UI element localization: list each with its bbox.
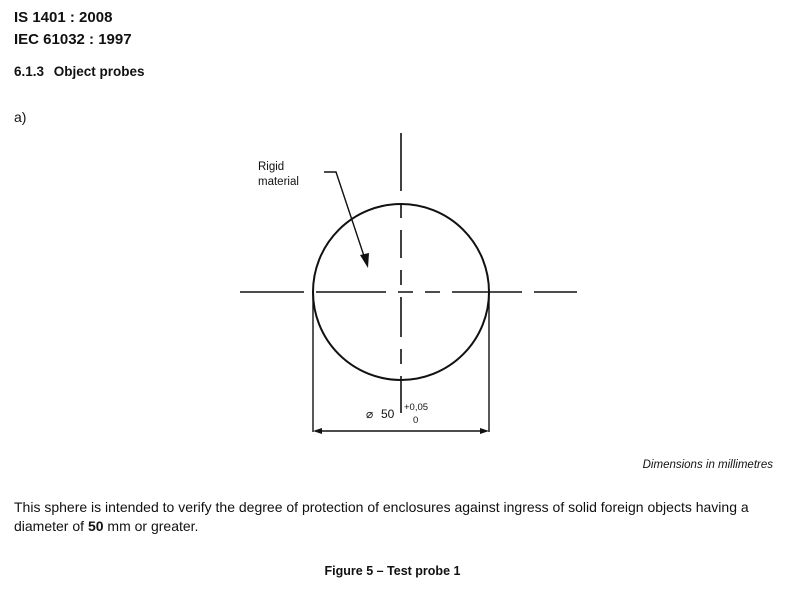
- standard-is-number: IS 1401 : 2008: [14, 9, 113, 26]
- item-label: a): [14, 109, 27, 125]
- dimension-arrow-left: [313, 428, 322, 434]
- material-label-line2: material: [258, 176, 299, 188]
- paragraph-text-after: mm or greater.: [103, 518, 199, 534]
- dimensions-note: Dimensions in millimetres: [642, 459, 773, 471]
- tolerance-upper: +0,05: [404, 402, 429, 413]
- diameter-value: 50: [381, 407, 395, 421]
- section-number: 6.1.3: [14, 64, 45, 79]
- standard-iec-number: IEC 61032 : 1997: [14, 31, 132, 48]
- material-leader-arrow: [360, 253, 369, 268]
- diameter-symbol: ⌀: [366, 407, 374, 421]
- material-leader-line: [324, 172, 366, 262]
- paragraph-bold-value: 50: [87, 518, 104, 534]
- dimension-arrow-right: [480, 428, 489, 434]
- description-paragraph: [14, 498, 779, 536]
- material-label-line1: Rigid: [258, 161, 285, 173]
- section-title: Object probes: [53, 64, 145, 79]
- paragraph-text-before: This sphere is intended to verify the degree of protection of enclosures against ingress of solid foreign objects having a diameter of: [14, 499, 749, 534]
- figure-caption: Figure 5 – Test probe 1: [324, 564, 461, 578]
- tolerance-lower: 0: [413, 415, 419, 426]
